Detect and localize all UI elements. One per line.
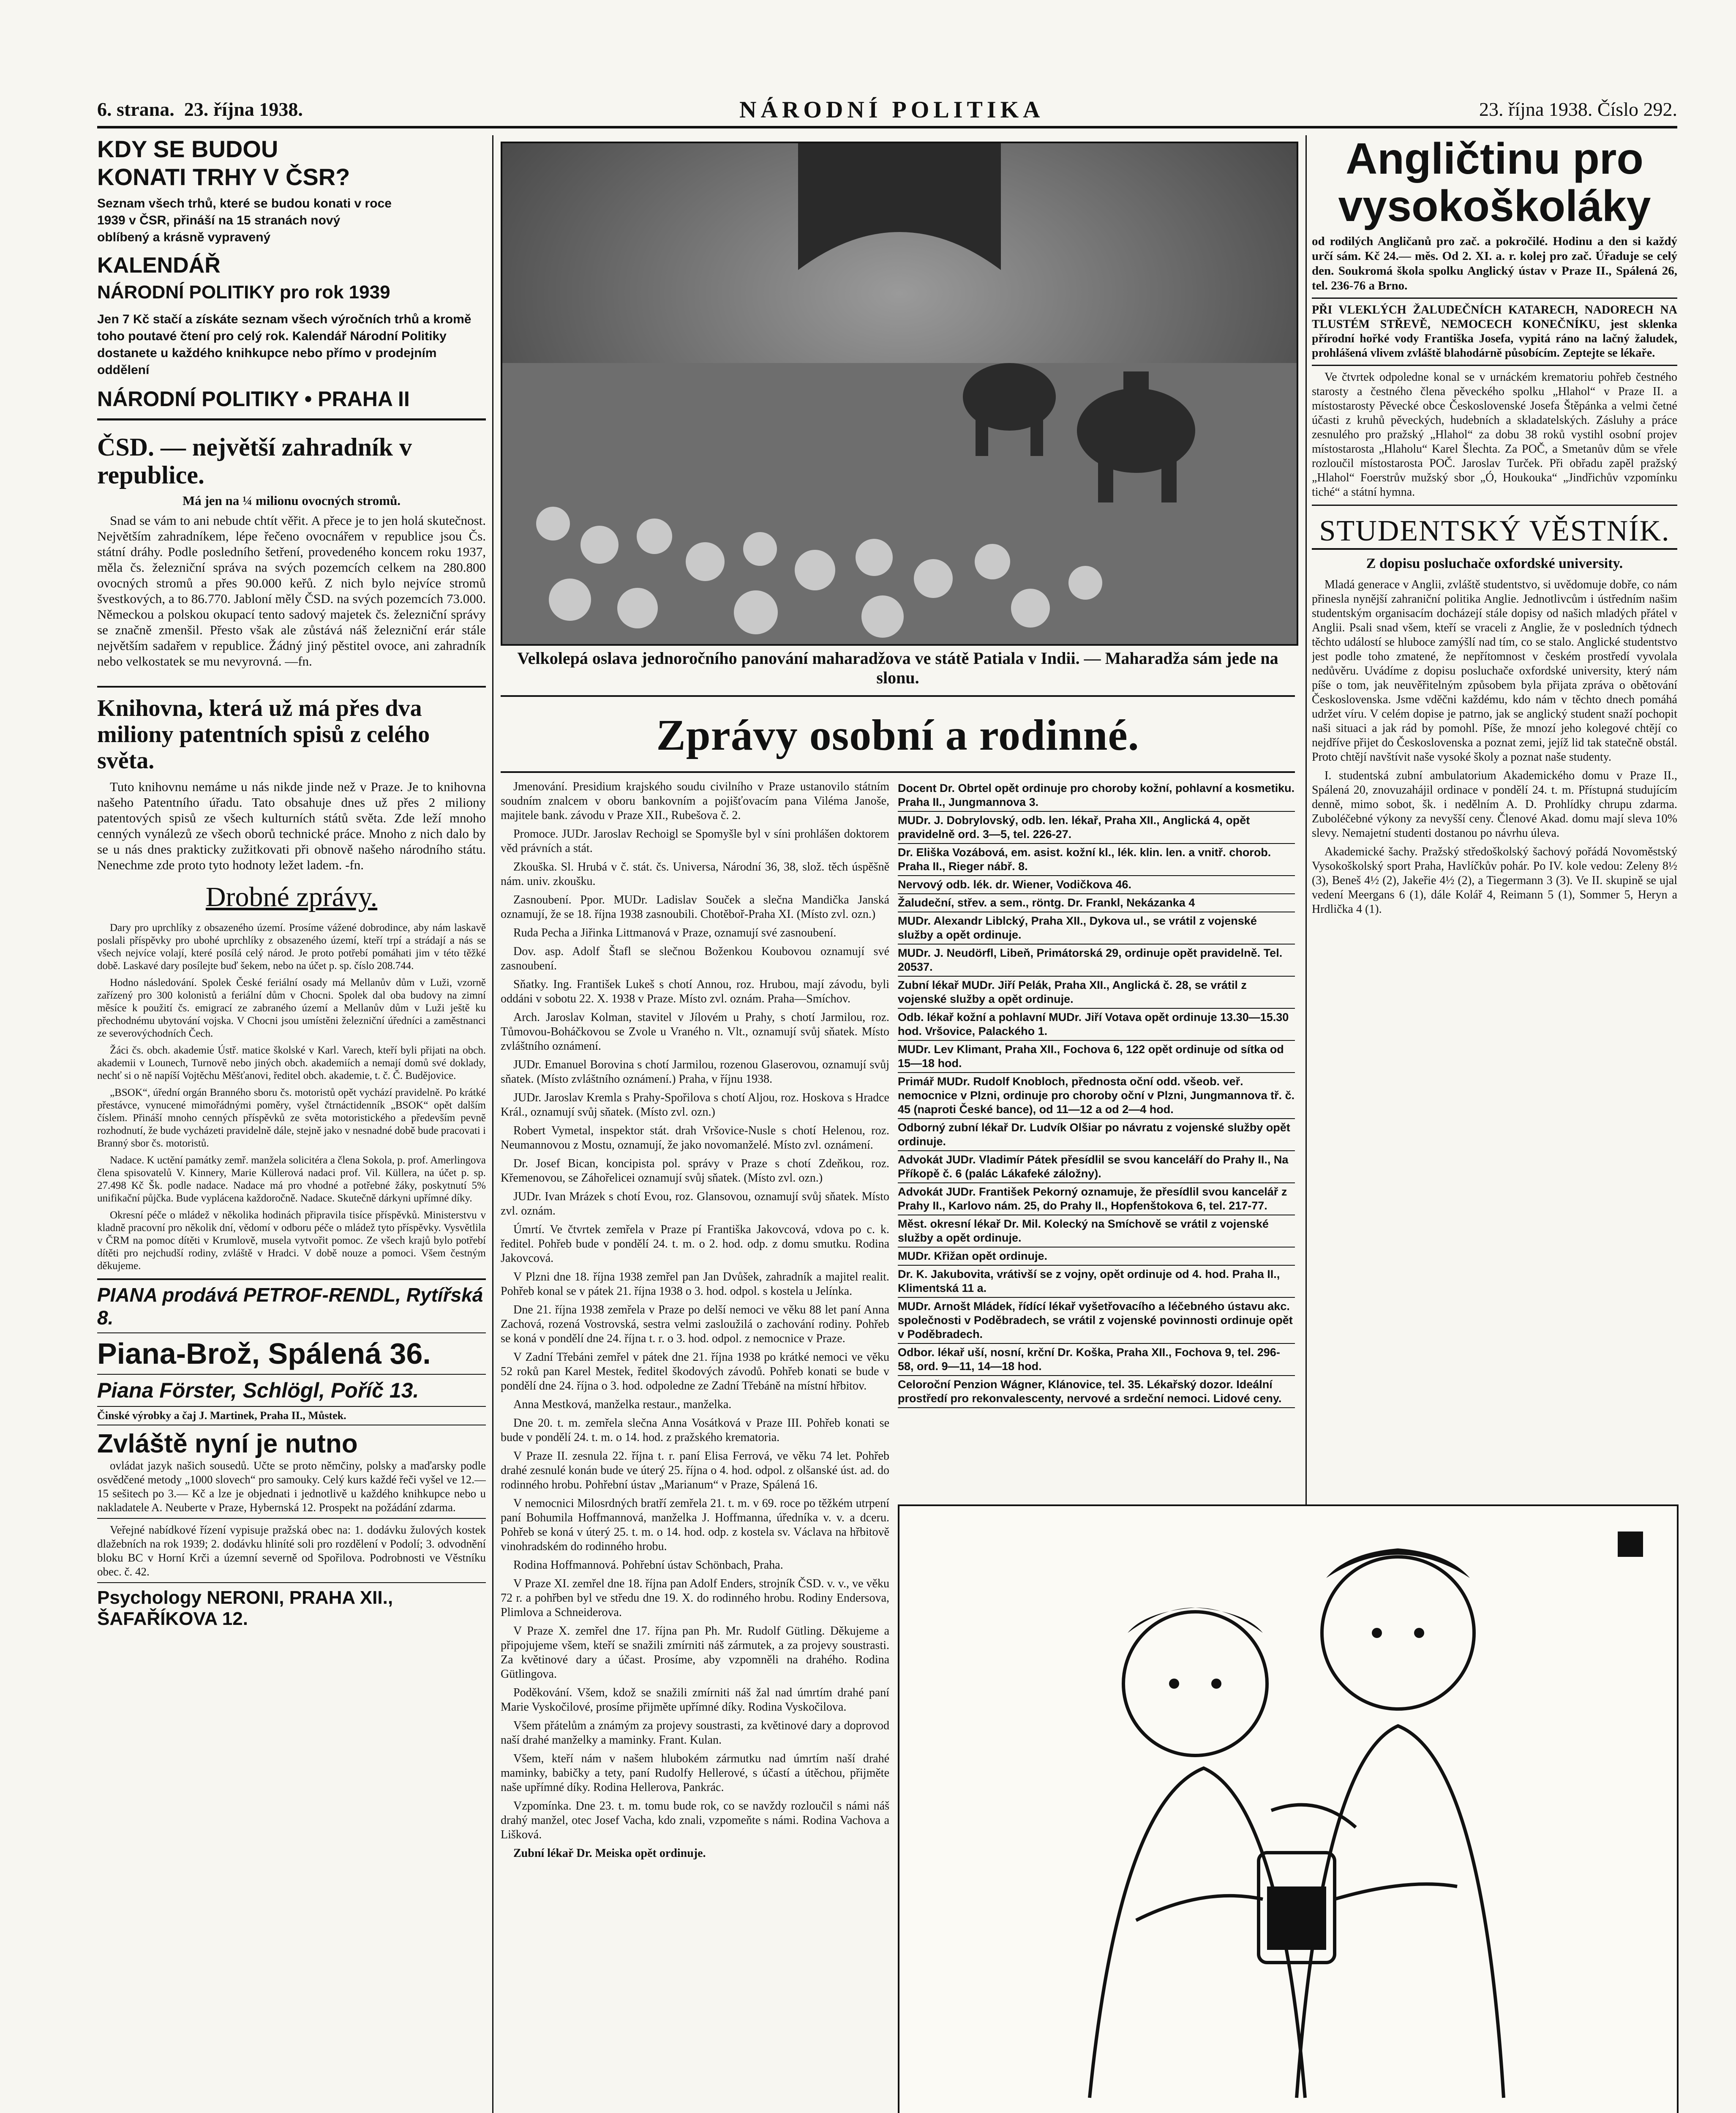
photo-maharaja (501, 142, 1298, 646)
ad-kalendar-text: Seznam všech trhů, které se budou konati v roce 1939 v ČSR, přináší na 15 stranách nový oblíbený a krásně vypravený (97, 197, 392, 244)
ad-psychology: Psychology NERONI, PRAHA XII., ŠAFAŘÍKOVA 12. (97, 1587, 393, 1629)
zpravy-item: Všem přátelům a známým za projevy soustrasti, za květinové dary a doprovod naší drahé manželky a maminky. Frant. Kulan. (501, 1719, 889, 1747)
ad-jazyky-text: ovládat jazyk našich sousedů. Učte se proto němčiny, polsky a maďarsky podle osvědčené metody „1000 slovech“ pro samouky. Celý kurs každé řeči vyšel ve 12.—15 sešitech po 3.— Kč a lze je objednati i jednotlivě u každého knihkupce nebo u nakladatele A. Neuberte v Praze, Hybernská 12. Prospekt na požádání zdarma. (97, 1459, 486, 1519)
article-knihovna-title: Knihovna, která už má přes dva miliony patentních spisů z celého světa. (97, 695, 430, 774)
doctor-ad: Docent Dr. Obrtel opět ordinuje pro choroby kožní, pohlavní a kosmetiku. Praha II., Jungmannova 3. (898, 780, 1295, 812)
doctor-ad: MUDr. Arnošt Mládek, řídící lékař vyšetřovacího a léčebného ústavu akc. společnosti v Poděbradech, se vrátil z vojenské povinnosti ordinuje opět v Poděbradech. (898, 1298, 1295, 1344)
ad-kalendar-q1: KDY SE BUDOU (97, 136, 278, 162)
ad-anglictina-text: od rodilých Angličanů pro zač. a pokročilé. Hodinu a den si každý určí sám. Kč 24.— měs. Od 2. XI. a. r. kolej pro zač. Úřaduje se celý den. Soukromá škola spolku Anglický ústav v Praze II., Spálená 26, tel. 236-76 a Brno. (1312, 234, 1677, 299)
column-left (97, 135, 486, 2113)
zpravy-item: Rodina Hoffmannová. Pohřební ústav Schönbach, Praha. (513, 1559, 783, 1572)
ad-ovomaltine (898, 1504, 1679, 2113)
ads-left (97, 1278, 486, 1630)
article-hlahol: Ve čtvrtek odpoledne konal se v urnáckém krematoriu pohřeb čestného starosty a čestného člena pěveckého spolku „Hlahol“ v Praze II. a místostarosty Pěvecké obce Československé Josefa Štěpánka a velmi četné účasti z kruhů pěveckých, hudebních a skladatelských. Zásluhy a práce zesnulého pro pražský „Hlahol“ za dobu 38 roků vystihl osobní projev místostarosta „Hlaholu“ Karel Šlechta. Za POČ, a Smetanův dům se vřele rozloučil místostarosta POČ. Jaroslav Turček. Při obřadu zapěl pražský „Hlahol“ Foerstrův mužský sbor „Ó, Houkouka“ „Jindřichův vzpomínku tiché“ a státní hymna. (1312, 370, 1677, 506)
article-csd-subtitle: Má jen na ¼ milionu ovocných stromů. (182, 493, 401, 508)
ad-nabidkove-rizeni: Veřejné nabídkové řízení vypisuje pražská obec na: 1. dodávku žulových kostek dlažebních na rok 1939; 2. dodávku hliníté soli pro rozdělení v Podolí; 3. odvodnění bloku BC v Horní Krči a územní severně od Spořilova. Podrobnosti ve Věstníku obec. č. 42. (97, 1523, 486, 1583)
doctor-ad: Zubní lékař MUDr. Jiří Pelák, Praha XII., Anglická č. 28, se vrátil z vojenské služby a opět ordinuje. (898, 977, 1295, 1009)
ad-kalendar-text2: Jen 7 Kč stačí a získáte seznam všech výročních trhů a kromě toho poutavé čtení pro celý rok. Kalendář Národní Politiky dostanete u každého knihkupce nebo přímo v prodejním oddělení (97, 312, 471, 377)
doctors-listing (898, 780, 1295, 1490)
doctor-ad: Advokát JUDr. Vladimír Pátek přesídlil se svou kanceláří do Prahy II., Na Příkopě č. 6 (palác Lákafeké záložny). (898, 1151, 1295, 1183)
zpravy-item: V Plzni dne 18. října 1938 zemřel pan Jan Dvůšek, zahradník a majitel realit. Pohřeb konal se v pátek 21. října 1938 o 3. hod. odpol. s kostela u Jelínka. (501, 1270, 889, 1298)
ad-broz: Piana-Brož, Spálená 36. (97, 1333, 486, 1375)
doctor-ad: Primář MUDr. Rudolf Knobloch, přednosta oční odd. všeob. veř. nemocnice v Plzni, ordinuje pro choroby oční v Plzni, Jungmannova tř. č. 45 (naproti České bance), od 11—12 a od 2—4 hod. (898, 1073, 1295, 1119)
page-header (97, 98, 1677, 123)
zpravy-item: Dov. asp. Adolf Štafl se slečnou Boženkou Koubovou oznamují své zasnoubení. (501, 945, 889, 972)
ad-zaludek: PŘI VLEKLÝCH ŽALUDEČNÍCH KATARECH, NADORECH NA TLUSTÉM STŘEVĚ, NEMOCECH KONEČNÍKU, jest sklenka přírodní hořké vody Františka Josefa, vypitá ráno na lačný žaludek, prohlášená vlivem zvláště blahodárně působícím. Zeptejte se lékaře. (1312, 303, 1677, 366)
zpravy-item: Dr. Josef Bican, koncipista pol. správy v Praze s chotí Zdeňkou, roz. Křemenovou, se Záhořelicei oznamují svůj sňatek. (Místo zvl. ozn.) (501, 1157, 889, 1185)
ad-petrof: PIANA prodává PETROF-RENDL, Rytířská 8. (97, 1280, 486, 1333)
zpravy-item: V Zadní Třebáni zemřel v pátek dne 21. října 1938 po krátké nemoci ve věku 52 roků pan Karel Mestek, ředitel škodových závodů. Pohřeb konati se bude v pondělí dne 24. října o 3. hod. odpoledne ze Zadní Třebáně na místní hřbitov. (501, 1351, 889, 1392)
zpravy-item: Vzpomínka. Dne 23. t. m. tomu bude rok, co se navždy rozloučil s námi náš drahý manžel, otec Josef Vacha, kdo znali, vzpomeňte s námi. Rodina Vachova a Lišková. (501, 1799, 889, 1841)
photo-rule (501, 695, 1295, 697)
zpravy-item: Jmenování. Presidium krajského soudu civilního v Praze ustanovilo státním soudním znalcem v oboru bankovním a pojišťovacím pana Viléma Janoše, majitele bank. závodu v Praze XII., Rubešova č. 2. (501, 780, 889, 822)
zpravy-item: Zkouška. Sl. Hrubá v č. stát. čs. Universa, Národní 36, 38, slož. těch úspěšně nám. univ. zkoušku. (501, 860, 889, 888)
article-csd-title: ČSD. — největší zahradník v republice. (97, 433, 412, 489)
drobne-item: Okresní péče o mládež v několika hodinách připravila tisíce příspěvků. Ministerstvu v kladně pracovní pro několik dní, vědomí v odboru péče o mládež tyto příspěvky. Vysvětlila v ČRM na pomoc dítěti v Krumlově, musela vytvořit pomoc. Ze všech krajů bylo potřebí dítěti pro nejchudší rodiny, zvláště v Hradci. V době nouze a pomoci. Všem čestným děkujeme. (97, 1209, 486, 1272)
drobne-item: „BSOK“, úřední orgán Branného sboru čs. motoristů opět vychází pravidelně. Po krátké přestávce, vynucené mimořádnými poměry, vyšel čtrnáctidenník „BSOK“ opět dalším číslem. Přináší mnoho cenných příspěvků ze světa motoristického a především pevně rozhodnutí, že bude vycházeti pravidelně dále, stejně jako v nesnadné době bude pracovati i Branný sbor čs. motoristů. (97, 1087, 486, 1149)
doctor-ad: Nervový odb. lék. dr. Wiener, Vodičkova 46. (898, 876, 1295, 894)
zpravy-item: Zubní lékař Dr. Meiska opět ordinuje. (513, 1847, 706, 1860)
column-right (1312, 135, 1677, 1504)
ad-kalendar-q2: KONATI TRHY V ČSR? (97, 164, 350, 190)
ad-anglictina-title: Angličtinu pro vysokoškoláky (1338, 135, 1651, 231)
zpravy-item: Anna Mestková, manželka restaur., manželka. (513, 1398, 732, 1411)
zpravy-item: Sňatky. Ing. František Lukeš s chotí Annou, roz. Hrubou, mají závodu, byli oddáni v sobotu 22. X. 1938 v Praze. Místo zvl. oznám. Praha—Smíchov. (501, 978, 889, 1005)
header-rule (97, 126, 1677, 128)
drobne-item: Nadace. K uctění památky zemř. manžela solicitéra a člena Sokola, p. prof. Amerlingova člena spisovatelů V. Kinnery, Marie Küllerová nadaci prof. Vil. Küllera, na účet p. sp. 27.498 Kč Šk. podle nadace. Nadace má pro vhodné a potřebné žáky, poskytnutí 5% unifikační půjčka. Bude vyplácena každoročně. Nadace. Skutečně dárkyni upřímné díky. (97, 1155, 486, 1204)
zpravy-item: Ruda Pecha a Jiřinka Littmanová v Praze, oznamují své zasnoubení. (513, 926, 837, 939)
doctor-ad: MUDr. Lev Klimant, Praha XII., Fochova 6, 122 opět ordinuje od sítka od 15—18 hod. (898, 1041, 1295, 1073)
zpravy-item: V nemocnici Milosrdných bratří zemřela 21. t. m. v 69. roce po těžkém utrpení paní Bohumila Hoffmannová, manželka J. Hoffmanna, úředníka v. v. a dceru. Pohřeb se koná v úterý 25. t. m. o 14. hod. odp. z kostela sv. Václava na hřbitově vinohradském do rodinného hrobu. (501, 1497, 889, 1553)
doctor-ad: Žaludeční, střev. a sem., röntg. Dr. Frankl, Nekázanka 4 (898, 894, 1295, 912)
zpravy-item: V Praze X. zemřel dne 17. října pan Ph. Mr. Rudolf Gütling. Děkujeme a připojujeme všem, kteří se snažili zmírniti náš zármutek, a za projevy soustrasti. Za květinové dary a účast. Prosíme, aby vzpomněli na drahého. Rodina Gütlingova. (501, 1624, 889, 1681)
zpravy-item: V Praze II. zesnula 22. října t. r. paní Elisa Ferrová, ve věku 74 let. Pohřeb drahé zesnulé konán bude ve úterý 25. října o 4. hod. odpol. z olšanské úst. ad. do rodinného hrobu. Pohřební ústav „Marianum“ v Praze, Spálená 16. (501, 1450, 889, 1491)
article-knihovna (97, 686, 486, 873)
doctor-ad: Dr. Eliška Vozábová, em. asist. kožní kl., lék. klin. len. a vnitř. chorob. Praha II., Rieger nábř. 8. (898, 844, 1295, 876)
zpravy-item: V Praze XI. zemřel dne 18. října pan Adolf Enders, strojník ČSD. v. v., ve věku 72 r. a pohřben byl ve středu dne 19. X. do rodinného hrobu. Rodiny Endersova, Plimlova a Schneiderova. (501, 1577, 889, 1619)
drobne-title: Drobné zprávy. (205, 882, 378, 912)
zpravy-item: Zasnoubení. Ppor. MUDr. Ladislav Souček a slečna Mandička Janská oznamují, že se 18. října 1938 zasnoubili. Chotěboř-Praha XI. (Místo zvl. ozn.) (501, 893, 889, 921)
student-body: Mladá generace v Anglii, zvláště studentstvo, si uvědomuje dobře, co nám přinesla nynější zahraniční politika Anglie. Jednotlivcům i ústředním našim studentským organisacím docházejí stále dopisy od našich mladých přátel v Anglii. Psali snad všem, kteří se vraceli z Anglie, že v posledních týdnech těchto událostí se hluboce zamýšlí nad tím, co se stalo. Anglické studentstvo jest podle toho zmatené, že nepřítomnost v českém prostředí vyvolala nedůvěru. Uvádíme z dopisu posluchače oxfordské university, který nám píše o tom, jak neuvěřitelným způsobem byla přijata zpráva o obětování Československa. Jsme vděčni každému, kdo nám v těchto dnech pomáhá udržet víru. V celém dopise je patrno, jak se anglický student snaží pochopit naši situaci a jak rád by pomohl. Píše, že mnozí jeho kolegové chtějí co nejdříve přijet do Československa a poznat zemi, jejíž lid tak statečně obstál. Proto chtějí navštívit naše vysoké školy a poznat naše studenty. (1312, 578, 1677, 764)
doctor-ad: MUDr. Alexandr Liblcký, Praha XII., Dykova ul., se vrátil z vojenské služby a opět ordinuje. (898, 912, 1295, 945)
student-title: STUDENTSKÝ VĚSTNÍK. (1312, 514, 1677, 550)
ad-martinek: Činské výrobky a čaj J. Martinek, Praha II., Můstek. (97, 1407, 486, 1425)
drobne-item: Dary pro uprchlíky z obsazeného území. Prosíme vážené dobrodince, aby nám laskavě poslali příspěvky pro ubohé uprchlíky z obsazeného území, kteří trpí a strádají a nás se všech nejvíce volají, které posílá celý národ. Je proto potřebí pomáhati jim v této těžké době. Laskavé dary posílejte buď šekem, nebo na účet p. sp. číslo 208.744. (97, 922, 486, 972)
zpravy-item: Poděkování. Všem, kdož se snažili zmírniti náš žal nad úmrtím drahé paní Marie Vyskočilové, prosíme přijměte upřímné díky. Rodina Vyskočilova. (501, 1686, 889, 1714)
doctor-ad: Odb. lékař kožní a pohlavní MUDr. Jiří Votava opět ordinuje 13.30—15.30 hod. Vršovice, Palackého 1. (898, 1009, 1295, 1041)
zpravy-item: Dne 20. t. m. zemřela slečna Anna Vosátková v Praze III. Pohřeb konati se bude v pondělí 24. t. m. o 14. hod. z pražského krematoria. (501, 1417, 889, 1444)
zpravy-item: Promoce. JUDr. Jaroslav Rechoigl se Spomyšle byl v síni prohlášen doktorem věd právních a stát. (501, 827, 889, 855)
zpravy-item: JUDr. Ivan Mrázek s chotí Evou, roz. Glansovou, oznamují svůj sňatek. Místo zvl. oznám. (501, 1190, 889, 1218)
zpravy-item: Všem, kteří nám v našem hlubokém zármutku nad úmrtím naší drahé maminky, babičky a tety, paní Rudolfy Hellerové, s účastí a útěchou, přijměte naše upřímné díky. Rodina Hellerova, Pankrác. (501, 1752, 889, 1794)
doctor-ad: Měst. okresní lékař Dr. Mil. Kolecký na Smíchově se vrátil z vojenské služby a opět ordinuje. (898, 1215, 1295, 1248)
doctor-ad: Odbor. lékař uší, nosní, krční Dr. Koška, Praha XII., Fochova 9, tel. 296-58, ord. 9—11, 14—18 hod. (898, 1344, 1295, 1376)
zpravy-rule (501, 771, 1295, 773)
ad-kalendar-footer: NÁRODNÍ POLITIKY • PRAHA II (97, 387, 410, 411)
ovomaltine-illustration (899, 1506, 1677, 2106)
page-number: 6. strana. 23. října 1938. (97, 98, 303, 120)
doctor-ad: MUDr. J. Dobrylovský, odb. len. lékař, Praha XII., Anglická 4, opět pravidelně ord. 3—5, tel. 226-27. (898, 812, 1295, 844)
photo-caption: Velkolepá oslava jednoročního panování maharadžova ve státě Patiala v Indii. — Maharadža sám jede na slonu. (517, 649, 1278, 687)
drobne-item: Žáci čs. obch. akademie Ústř. matice školské v Karl. Varech, kteří byli přijati na obch. akademii v Lounech, Turnově nebo jiných obch. akademiích a nemají domů své doklady, nechť si o ně napíší Vojtěchu Měšťanovi, ředitel obch. akademie, t. č. Č. Budějovice. (97, 1045, 486, 1081)
zpravy-column (501, 780, 889, 2113)
zpravy-item: Robert Vymetal, inspektor stát. drah Vršovice-Nusle s chotí Helenou, roz. Neumannovou z Mostu, oznamují, že jako novomanželé. Místo zvl. oznámení. (501, 1124, 889, 1152)
student-sachy: Akademické šachy. Pražský středoškolský šachový pořádá Novoměstský Vysokoškolský sport Praha, Havlíčkův pohár. Po IV. kole vedou: Zeleny 8½ (3), Beneš 4½ (2), Jakeřie 4½ (2), a Tiegermann 3 (3). Ve II. skupině se ujal vedení Meergans 6 (1), dále Kolář 4, Reimann 5 (1), Sommer 5, Heryn a Hrdlička 4 (1). (1312, 845, 1677, 916)
ad-forster: Piana Förster, Schlögl, Poříč 13. (97, 1375, 486, 1407)
drobne-item: Hodno následování. Spolek České feriální osady má Mellanův dům v Luži, vzorně zařízený pro 300 kolonistů a feriální dům v Chocni. Spolek dal oba budovy na zimní měsíce k použití čs. emigrací ze zabraného území a Mellanův dům v Luži ještě ku přechodnému ubytování vojska. V Chocni jsou umístěni železniční úředníci a zaměstnanci ze severovýchodních Čech. (97, 977, 486, 1039)
zpravy-title: Zprávy osobní a rodinné. (656, 711, 1139, 759)
column-divider (492, 135, 493, 2113)
doctor-ad: Dr. K. Jakubovita, vrátivší se z vojny, opět ordinuje od 4. hod. Praha II., Klimentská 11 a. (898, 1266, 1295, 1298)
ad-kalendar-title2: NÁRODNÍ POLITIKY pro rok 1939 (97, 282, 390, 303)
zpravy-item: JUDr. Emanuel Borovina s chotí Jarmilou, rozenou Glaserovou, oznamují svůj sňatek. (Místo zvláštního oznámení.) Praha, v říjnu 1938. (501, 1058, 889, 1086)
issue-date: 23. října 1938. Číslo 292. (1479, 98, 1677, 120)
doctor-ad: Advokát JUDr. František Pekorný oznamuje, že přesídlil svou kancelář z Prahy II., Karlovo nám. 25, do Prahy II., Hopfenštokova 6, tel. 217-77. (898, 1183, 1295, 1215)
ad-jazyky-title: Zvláště nyní je nutno (97, 1429, 358, 1458)
zpravy-item: Arch. Jaroslav Kolman, stavitel v Jílovém u Prahy, s chotí Jarmilou, roz. Tůmovou-Boháčkovou se Zvole u Vraného n. Vlt., oznamují svůj sňatek. Místo zvláštního oznámení. (501, 1011, 889, 1053)
masthead: NÁRODNÍ POLITIKA (739, 97, 1044, 123)
student-ambulatorium: I. studentská zubní ambulatorium Akademického domu v Praze II., Spálená 20, znovuzahájil ordinace v pondělí 24. t. m. Přístupná studujícím denně, mimo sobot, šk. i nedělním A. D. Prohlídky chrupu zdarma. Zuboléčebné výkony za nevyšší ceny. Členové Akad. domu mají sleva 10% slevy. Nemajetní studenti dostanou po návrhu úleva. (1312, 769, 1677, 840)
doctor-ad: MUDr. Křižan opět ordinuje. (898, 1248, 1295, 1266)
drobne-zpravy (97, 881, 486, 1272)
doctor-ad: Celoroční Penzion Wágner, Klánovice, tel. 35. Lékařský dozor. Ideální prostředí pro rekonvalescenty, nervové a srdeční nemoci. Lidové ceny. (898, 1376, 1295, 1408)
student-vestnik (1312, 514, 1677, 917)
article-csd (97, 433, 486, 669)
doctor-ad: Odborný zubní lékař Dr. Ludvík Olšiar po návratu z vojenské služby opět ordinuje. (898, 1119, 1295, 1151)
zpravy-item: JUDr. Jaroslav Kremla s Prahy-Spořilova s chotí Aljou, roz. Hoskova s Hradce Král., oznamují svůj sňatek. (Místo zvl. ozn.) (501, 1091, 889, 1119)
ad-kalendar-title: KALENDÁŘ (97, 253, 221, 278)
article-csd-body: Snad se vám to ani nebude chtít věřit. A přece je to jen holá skutečnost. Největším zahradníkem, lépe řečeno ovocnářem v republice jsou Čs. státní dráhy. Podle posledního šetření, provedeného koncem roku 1937, měla čs. železniční správa na svých pozemcích celkem na 280.800 ovocných stromů a přes 90.000 keřů. Z nich bylo nejvíce stromů švestkových, a to 86.770. Jabloní měly ČSD. na svých pozemcích 73.000. Německou a polskou okupací tento sadový majetek čs. železniční správy se značně zmenšil. Přesto však ale zůstává náš železniční erár stále největším sadařem v republice. Žádný jiný pěstitel ovoce, ani zahradník nebo velkostatek se mu nevyrovná. —fn. (97, 513, 486, 669)
student-subtitle: Z dopisu posluchače oxfordské university. (1366, 556, 1623, 571)
photo-maharaja-illustration (502, 143, 1297, 644)
doctor-ad: MUDr. J. Neudörfl, Libeň, Primátorská 29, ordinuje opět pravidelně. Tel. 20537. (898, 945, 1295, 977)
zpravy-item: Dne 21. října 1938 zemřela v Praze po delší nemoci ve věku 88 let paní Anna Zachová, rozená Vostrovská, sestra velmi zasloužilá o zachování rodiny. Pohřeb se koná v pondělí dne 24. října t. r. o 3. hod. odpol. z nemocnice v Praze. (501, 1303, 889, 1345)
ad-kalendar (97, 135, 486, 420)
zpravy-item: Úmrtí. Ve čtvrtek zemřela v Praze pí Františka Jakovcová, vdova po c. k. ředitel. Pohřeb bude v pondělí 24. t. m. o 2. hod. odp. z domu smutku. Rodina Jakovcová. (501, 1223, 889, 1265)
article-knihovna-body: Tuto knihovnu nemáme u nás nikde jinde než v Praze. Je to knihovna našeho Patentního úřadu. Tato obsahuje dnes už přes 2 miliony patentových spisů ze všech kulturních států světa. Zde leží mnoho cenných vynálezů ze všech oborů technické práce. Mnoho z nich dalo by se u nás dnes prakticky zužitkovati při obnově našeho národního státu. Nenechme zde proto tyto hodnoty ležet ladem. -fn. (97, 779, 486, 872)
